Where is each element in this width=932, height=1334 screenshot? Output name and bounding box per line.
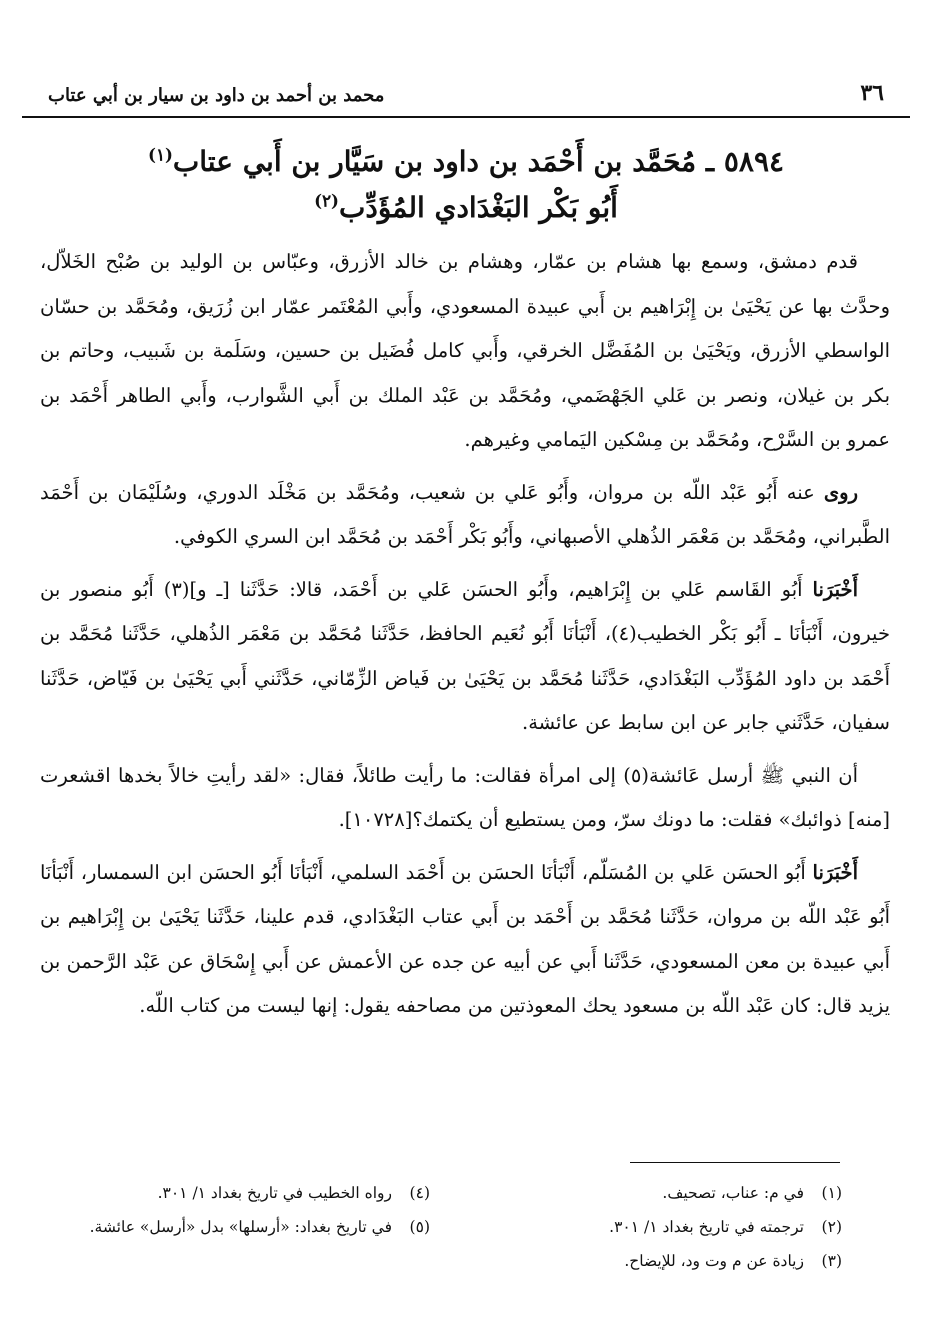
running-header [48,72,884,106]
paragraph-hadith-matn: أن النبي ﷺ أرسل عَائشة(٥) إلى امرأة فقالت: ما رأيت طائلاً، فقال: «لقد رأيتِ خالاً بخدها اقشعرت [منه] ذوائبك» فقلت: ما دونك سرّ، ومن يستطيع أن يكتمك؟[١٠٧٢٨]. [40,763,890,831]
paragraph-biography: قدم دمشق، وسمع بها هشام بن عمّار، وهشام بن خالد الأزرق، وعبّاس بن الوليد بن صُبْح الخَلاّل، وحدَّث بها عن يَحْيَىٰ بن إِبْرَاهيم بن أَبي عبيدة المسعودي، وأَبي المُعْتَمر عمّار ابن زُرَيق، ومُحَمَّد بن حسّان الواسطي الأزرق، ويَحْيَىٰ بن المُفَضَّل الخرقي، وأَبي كامل فُضَيل بن حسين، وسَلَمة بن شَبيب، وحاتم بن بكر بن غيلان، ونصر بن عَلي الجَهْضَمي، ومُحَمَّد بن عَبْد الملك بن أَبي الشَّوارب، وأَبي الطاهر أَحْمَد بن عمرو بن السَّرْح، ومُحَمَّد بن مِسْكين اليَمامي وغيرهم. [40,250,890,451]
page-number: ٣٦ [860,80,884,106]
header-rule [22,116,910,118]
entry-title-line1: ٥٨٩٤ ـ مُحَمَّد بن أَحْمَد بن داود بن سَيَّار بن أَبي عتاب$^{(١)}$ [147,144,785,178]
footnote-4: (٤)رواه الخطيب في تاريخ بغداد ١/ ٣٠١. [157,1184,430,1202]
entry-title-line2: أَبُو بَكْر البَغْدَادي المُؤَدِّب$^{(٢)}$ [314,190,618,224]
footnote-2: (٢)ترجمته في تاريخ بغداد ١/ ٣٠١. [609,1218,842,1236]
paragraph-isnad-2: أَخْبَرَنا أَبُو الحسَن عَلي بن المُسَلّم، أَنْبَأنَا الحسَن بن أَحْمَد السلمي، أَنْبَأنَا أَبُو الحسَن ابن السمسار، أَنْبَأنَا أَبُو عَبْد اللّه بن مروان، حَدَّثَنا مُحَمَّد بن أَحْمَد بن أَبي عتاب البَغْدَادي، قدم علينا، حَدَّثَنا يَحْيَىٰ بن إِبْرَاهيم بن أَبي عبيدة بن معن المسعودي، حَدَّثَنا أَبي عن أبيه عن جده عن الأعمش عن أَبي إِسْحَاق عن عَبْد الرَّحمن بن يزيد قال: كان عَبْد اللّه بن مسعود يحك المعوذتين من مصاحفه يقول: إنها ليست من كتاب اللّه. [40,860,890,1017]
running-title: محمد بن أحمد بن داود بن سيار بن أبي عتاب [48,85,385,106]
footnote-ref-2: (٢) [314,190,339,211]
footnote-1: (١)في م: عناب، تصحيف. [662,1184,842,1202]
keyword-rawa: روى [823,480,858,504]
footnote-ref-1: (١) [147,144,173,165]
footnotes-column-right [422,1176,842,1278]
body-text [40,240,890,1037]
paragraph-isnad-1: أَخْبَرَنا أَبُو القَاسم عَلي بن إِبْرَاهيم، وأَبُو الحسَن عَلي بن أَحْمَد، قالا: حَدَّثَنا [ـ و](٣) أَبُو منصور بن خيرون، أَنْبَأنَا ـ أَبُو بَكْر الخطيب(٤)، أَنْبَأنَا أَبُو نُعَيم الحافظ، حَدَّثَنا مُحَمَّد بن مَعْمَر الذُهلي، حَدَّثَنا مُحَمَّد بن أَحْمَد بن داود المُؤَدِّب البَغْدَادي، حَدَّثَنا مُحَمَّد بن يَحْيَىٰ بن فَياض الزِّمّاني، حَدَّثَني أَبي يَحْيَىٰ بن فَيّاض، حَدَّثَنا سفيان، حَدَّثَني جابر عن ابن سابط عن عائشة. [40,577,890,734]
footnote-3: (٣)زيادة عن م وت ود، للإيضاح. [624,1252,842,1270]
keyword-akhbarana: أَخْبَرَنا [812,860,858,884]
paragraph-narrators: روى عنه أَبُو عَبْد اللّه بن مروان، وأَبُو عَلي بن شعيب، ومُحَمَّد بن مَخْلَد الدوري، وسُلَيْمَان بن أَحْمَد الطَّبراني، ومُحَمَّد بن مَعْمَر الذُهلي الأصبهاني، وأَبُو بَكْر أَحْمَد بن مُحَمَّد ابن السري الكوفي. [40,480,890,548]
footnote-5: (٥)في تاريخ بغداد: «أرسلها» بدل «أرسل» عائشة. [89,1218,430,1236]
footnote-rule [630,1162,840,1163]
keyword-akhbarana: أَخْبَرَنا [812,577,859,601]
footnotes-column-left [40,1176,430,1244]
